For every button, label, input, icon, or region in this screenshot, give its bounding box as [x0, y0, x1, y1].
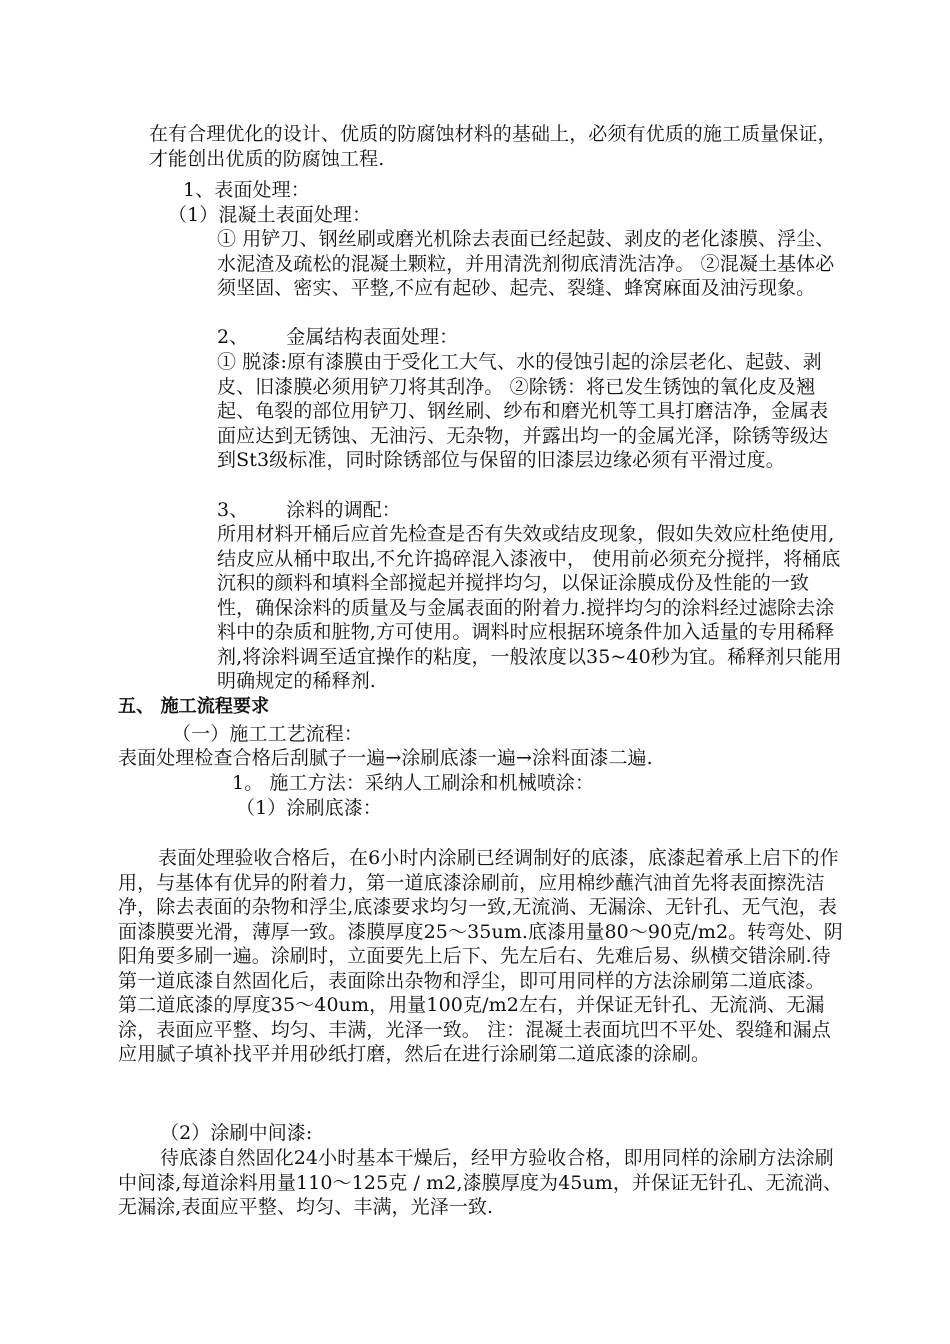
heading-paint-mixing	[217, 498, 401, 523]
heading-construction-method: 1。 施工方法：采纳人工刷涂和机械喷涂：	[232, 772, 595, 794]
metal-paragraph: ① 脱漆:原有漆膜由于受化工大气、水的侵蚀引起的涂层老化、起鼓、剥皮、旧漆膜必须用铲刀将其刮净。 ②除锈：将已发生锈蚀的氧化皮及翘起、龟裂的部位用铲刀、钢丝刷、纱布和磨光机等工具打磨洁净，金属表面应达到无锈蚀、无油污、无杂物，并露出均一的金属光泽，除锈等级达到St3级标准，同时除锈部位与保留的旧漆层边缘必须有平滑过度。	[217, 351, 829, 471]
heading-metal-surface	[217, 325, 458, 350]
heading-metal-number: 2、	[217, 326, 249, 348]
heading-primer: （1）涂刷底漆：	[236, 797, 382, 819]
heading-metal-label: 金属结构表面处理：	[286, 326, 459, 348]
mixing-paragraph: 所用材料开桶后应首先检查是否有失效或结皮现象，假如失效应杜绝使用,结皮应从桶中取出,不允许捣碎混入漆液中， 使用前必须充分搅拌，将桶底沉积的颜料和填料全部搅起并搅拌均匀，以保证涂膜成份及性能的一致性，确保涂料的质量及与金属表面的附着力.搅拌均匀的涂料经过滤除去涂料中的杂质和脏物,方可使用。调料时应根据环境条件加入适量的专用稀释剂,将涂料调至适宜操作的粘度，一般浓度以35~40秒为宜。稀释剂只能用明确规定的稀释剂.	[217, 523, 842, 692]
section-five-heading: 五、 施工流程要求	[118, 696, 270, 717]
heading-mix-number: 3、	[217, 499, 249, 521]
intermediate-paragraph: 待底漆自然固化24小时基本干燥后，经甲方验收合格，即用同样的涂刷方法涂刷中间漆,每道涂料用量110～125克 / m2,漆膜厚度为45um，并保证无针孔、无流淌、无漏涂,表面应平整、均匀、丰满，光泽一致.	[118, 1147, 843, 1218]
heading-mix-label: 涂料的调配：	[286, 499, 401, 521]
concrete-paragraph: ① 用铲刀、钢丝刷或磨光机除去表面已经起鼓、剥皮的老化漆膜、浮尘、水泥渣及疏松的混凝土颗粒，并用清洗剂彻底清洗洁净。 ②混凝土基体必须坚固、密实、平整,不应有起砂、起壳、裂缝、蜂窝麻面及油污现象。	[217, 228, 835, 299]
heading-intermediate-coat: （2）涂刷中间漆:	[160, 1122, 313, 1144]
intro-paragraph: 在有合理优化的设计、优质的防腐蚀材料的基础上，必须有优质的施工质量保证，才能创出优质的防腐蚀工程.	[149, 123, 837, 170]
primer-paragraph: 表面处理验收合格后，在6小时内涂刷已经调制好的底漆，底漆起着承上启下的作用，与基体有优异的附着力，第一道底漆涂刷前，应用棉纱蘸汽油首先将表面擦洗洁净，除去表面的杂物和浮尘,底漆要求均匀一致,无流淌、无漏涂、无针孔、无气泡，表面漆膜要光滑，薄厚一致。漆膜厚度25～35um.底漆用量80～90克/m2。转弯处、阴阳角要多刷一遍。涂刷时，立面要先上后下、先左后右、先难后易、纵横交错涂刷.待第一道底漆自然固化后，表面除出杂物和浮尘，即可用同样的方法涂刷第二道底漆。第二道底漆的厚度35～40um，用量100克/m2左右，并保证无针孔、无流淌、无漏涂，表面应平整、均匀、丰满，光泽一致。 注：混凝土表面坑凹不平处、裂缝和漏点应用腻子填补找平并用砂纸打磨，然后在进行涂刷第二道底漆的涂刷。	[118, 847, 843, 1065]
flow-paragraph: 表面处理检查合格后刮腻子一遍→涂刷底漆一遍→涂料面漆二遍.	[118, 747, 653, 769]
heading-process-flow: （一）施工工艺流程：	[172, 723, 364, 745]
heading-concrete-surface: （1）混凝土表面处理：	[168, 204, 372, 226]
heading-surface-treatment: 1、表面处理：	[183, 179, 310, 201]
